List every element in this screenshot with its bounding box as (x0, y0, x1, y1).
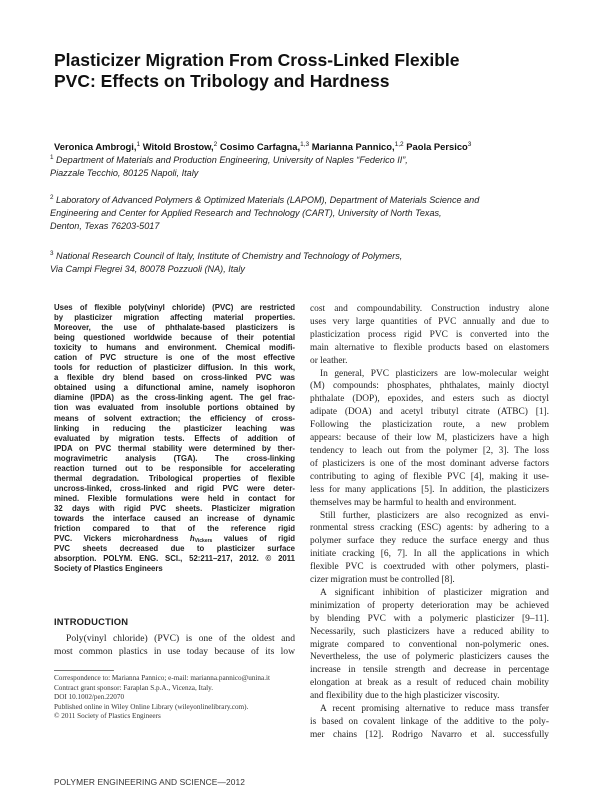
affiliation-2 (50, 194, 570, 234)
body-line: minimization of property deterioration may be achieved (310, 600, 549, 611)
body-line: and flexibility due to the high plasticizer viscosity. (310, 691, 500, 702)
abstract-line: being questioned worldwide because of their potential (54, 333, 295, 343)
intro-line: Poly(vinyl chloride) (PVC) is one of the oldest and (66, 633, 295, 644)
body-line: initiate cracking [6, 7]. In all the applications in which (310, 549, 549, 560)
abstract-line: thermal degradation. Tribological properties of flexible (54, 473, 295, 483)
abstract-text: values of rigid (212, 534, 295, 544)
footnote-divider (54, 670, 114, 671)
abstract-line: tion was evaluated from insoluble portions obtained by (54, 403, 295, 413)
footnote-line: DOI 10.1002/pen.22070 (54, 693, 125, 702)
body-line: Following the plasticization route, a new problem (310, 420, 549, 431)
introduction-text (54, 632, 295, 659)
body-line: of plasticizers is one of the most dominant adverse factors (310, 458, 549, 469)
affiliation-mark: 3 (50, 249, 54, 257)
abstract-line: by plasticizer migration affecting material properties. (54, 313, 295, 323)
abstract-line: friction compared to that of the reference rigid (54, 524, 295, 534)
body-line: cost and compoundability. Construction industry alone (310, 304, 549, 314)
abstract-line: obtained using a difunctional amine, namely isophoron (54, 383, 295, 393)
body-line: polymer surface they reduce the surface energy and thus (310, 536, 549, 547)
footnote-line: Published online in Wiley Online Library (wileyonlinelibrary.com). (54, 702, 249, 711)
body-line: increase in tensile strength and decrease in percentage (310, 665, 549, 676)
body-line: migrate compared to conventional non-polymeric ones. (310, 639, 549, 650)
affiliation-text: National Research Council of Italy, Institute of Chemistry and Technology of Polymers, (56, 251, 403, 261)
body-line: themselves may be harmful to health and environment. (310, 497, 517, 508)
body-line: Necessarily, such plasticizers have a reduced ability to (310, 626, 549, 637)
body-line: less for many applications [5]. In addition, the plasticizers (310, 484, 549, 495)
hardness-subscript: Vickers (194, 538, 213, 545)
footnote-line: Contract grant sponsor: Faraplan S.p.A., Vicenza, Italy. (54, 683, 214, 692)
abstract-line: cation of PVC structure is one of the most effective (54, 353, 295, 363)
affiliation-1 (50, 154, 570, 180)
affiliation-line: Piazzale Tecchio, 80125 Napoli, Italy (50, 168, 199, 179)
author-name: Marianna Pannico, (311, 141, 395, 153)
abstract-line: mined. Flexible formulations were held in contact for (54, 493, 295, 503)
footnotes (54, 674, 299, 722)
body-line: flexible PVC is coextruded with other polymers, plasti- (310, 562, 549, 573)
author-name: Paola Persico (406, 141, 468, 153)
affiliation-line: Via Campi Flegrei 34, 80078 Pozzuoli (NA), Italy (50, 264, 245, 275)
footnote-line: Correspondence to: Marianna Pannico; e-mail: marianna.pannico@unina.it (54, 674, 270, 682)
body-line: plasticization process rigid PVC is converted into the (310, 329, 549, 340)
affiliation-line (50, 250, 570, 263)
body-line: mer chains [12]. Rodrigo Navarro et al. successfully (310, 729, 549, 740)
body-line: phthalate (DOP), epoxides, and esters such as dioctyl (310, 394, 549, 405)
section-heading-introduction: INTRODUCTION (54, 616, 129, 627)
affiliation-line (50, 154, 570, 167)
hardness-symbol: h (189, 534, 195, 544)
abstract-line: Moreover, the use of phthalate-based plasticizers is (54, 323, 295, 333)
author-affiliation-mark: 1 (136, 141, 141, 148)
body-line: In general, PVC plasticizers are low-molecular weight (320, 368, 549, 379)
body-line: A significant inhibition of plasticizer migration and (320, 587, 549, 598)
author-affiliation-mark: 1,3 (300, 141, 310, 148)
title-line: Plasticizer Migration From Cross-Linked Flexible (54, 50, 460, 70)
abstract-line: diamine (IPDA) as the cross-linking agent. The gel frac- (54, 393, 295, 403)
abstract-line (54, 534, 295, 544)
affiliation-3 (50, 250, 570, 276)
abstract-line: tools for reduction of plasticizer diffusion. In this work, (54, 363, 295, 373)
abstract-line: evaluated by migration tests. Effects of addition of (54, 433, 295, 443)
affiliation-line: Denton, Texas 76203-5017 (50, 221, 160, 232)
author-name: Cosimo Carfagna, (219, 141, 301, 153)
author-affiliation-mark: 1,2 (394, 141, 404, 148)
abstract-text: PVC. Vickers microhardness (54, 534, 190, 544)
body-line: adipate (DOA) and acetyl tributyl citrate (ATBC) [1]. (310, 407, 549, 418)
body-line: by blending PVC with a polymeric plasticizer [9–11]. (310, 613, 549, 624)
body-line: (M) compounds: phosphates, phthalates, mainly dioctyl (310, 381, 549, 392)
abstract-line: Society of Plastics Engineers (54, 564, 163, 574)
body-line: cizer migration must be controlled [8]. (310, 575, 455, 586)
author-name: Witold Brostow, (142, 141, 214, 153)
footnote-line: © 2011 Society of Plastics Engineers (54, 712, 161, 721)
body-line: Nevertheless, the use of polymeric plasticizers causes the (310, 652, 549, 663)
body-line: contributing to aging of flexible PVC [4], making it use- (310, 471, 549, 482)
affiliation-line (50, 194, 570, 207)
abstract-line: uncross-linked, cross-linked and rigid PVC were deter- (54, 483, 295, 493)
abstract-line: PVC sheets decreased due to plasticizer surface (54, 544, 295, 554)
body-line: ronmental stress cracking (ESC) agents: by adhering to a (310, 523, 549, 534)
abstract-line: 32 days with rigid PVC sheets. Plasticizer migration (54, 503, 295, 513)
abstract-line: reaction turned out to be responsible for accelerating (54, 463, 295, 473)
author-affiliation-mark: 3 (467, 141, 472, 148)
abstract-line: linking in reducing the plasticizer leaching was (54, 423, 295, 433)
article-title (54, 50, 554, 92)
abstract-line: means of solvent extraction; the efficiency of cross- (54, 413, 295, 423)
body-text-right-column (310, 303, 549, 742)
affiliation-text: Laboratory of Advanced Polymers & Optimized Materials (LAPOM), Department of Materials Science and (56, 195, 480, 205)
body-line: appears: because of their low M, plasticizers have a high (310, 433, 549, 444)
affiliation-mark: 2 (50, 193, 54, 201)
author-affiliation-mark: 2 (213, 141, 218, 148)
body-line: elongation at break as a result of reduced chain mobility (310, 678, 549, 689)
body-line: main alternative to flexible products based on elastomers (310, 342, 549, 353)
body-line: uses very large quantities of PVC annually and due to (310, 316, 549, 327)
body-line: tendency to leach out from the polymer [2, 3]. The loss (310, 445, 549, 456)
intro-line: most common plastics in use today because of its low (54, 646, 295, 658)
abstract-line: mogravimetric analysis (TGA). The cross-linking (54, 453, 295, 463)
affiliation-text: Department of Materials and Production Engineering, University of Naples “Federico II”, (56, 155, 408, 165)
abstract-line: toxicity to humans and environment. Chemical modifi- (54, 343, 295, 353)
body-line: Still further, plasticizers are also recognized as envi- (320, 510, 549, 521)
abstract-line: IPDA on PVC thermal stability were determined by ther- (54, 443, 295, 453)
abstract-line: a flexible dry blend based on cross-linked PVC was (54, 373, 295, 383)
abstract-line: Uses of flexible poly(vinyl chloride) (PVC) are restricted (54, 303, 295, 312)
body-line: or leather. (310, 355, 348, 366)
body-line: is based on covalent linkage of the additive to the poly- (310, 717, 549, 727)
affiliation-line: Engineering and Center for Applied Research and Technology (CART), University of North Texas, (50, 208, 442, 219)
running-footer: POLYMER ENGINEERING AND SCIENCE—2012 (54, 777, 246, 787)
affiliation-mark: 1 (50, 153, 54, 161)
abstract-line: towards the interface caused an increase of dynamic (54, 513, 295, 523)
author-list (54, 141, 574, 152)
abstract-line: absorption. POLYM. ENG. SCI., 52:211–217, 2012. © 2011 (54, 554, 295, 564)
author-name: Veronica Ambrogi, (54, 141, 137, 153)
abstract (54, 303, 295, 574)
title-line: PVC: Effects on Tribology and Hardness (54, 71, 390, 91)
body-line: A recent promising alternative to reduce mass transfer (320, 704, 549, 715)
